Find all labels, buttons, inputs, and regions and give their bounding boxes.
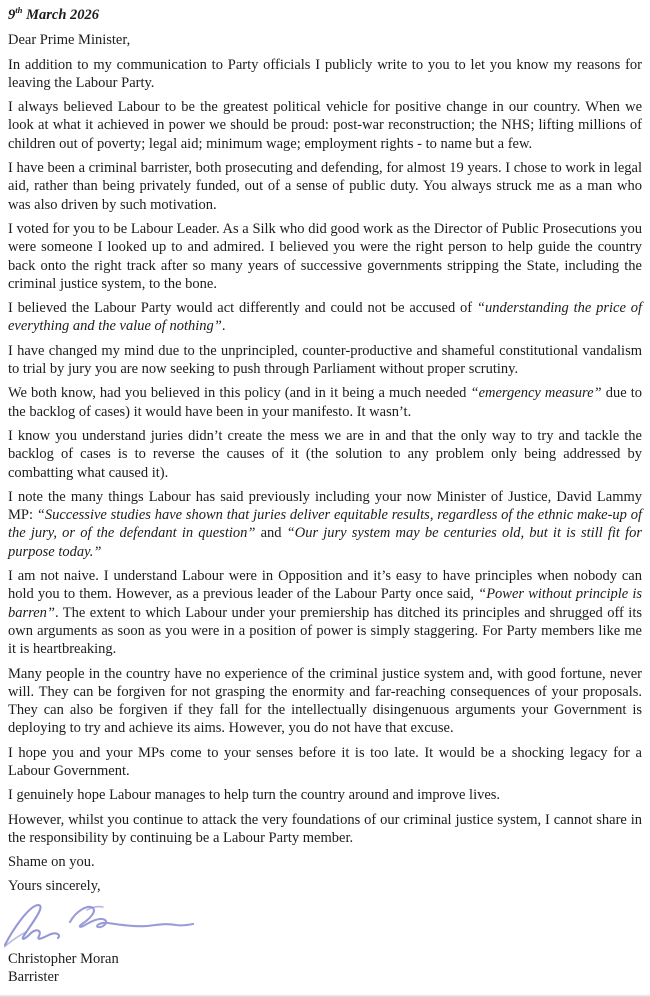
signature-handwriting	[4, 898, 642, 948]
date-line	[8, 6, 642, 24]
signer-title: Barrister	[8, 969, 59, 986]
date-ordinal-suffix: th	[15, 5, 23, 16]
text-run: Many people in the country have no experience of the criminal justice system and, with good fortune, never will. They can be forgiven for not grasping the enormity and far-reaching consequences of your proposals. They can also be forgiven if they fall for the intellectually disingenuous arguments your Government is deploying to try and achieve its aims. However, you do not have that excuse.	[8, 665, 642, 737]
paragraph	[8, 220, 642, 293]
paragraph	[8, 342, 642, 379]
signer-name: Christopher Moran	[8, 950, 119, 967]
paragraph	[8, 853, 642, 871]
quoted-italic-text: “emergency measure”	[470, 385, 602, 402]
text-run: I hope you and your MPs come to your senses before it is too late. It would be a shocking legacy for a Labour Government.	[8, 744, 642, 779]
letter-body	[8, 56, 642, 872]
paragraph	[8, 786, 642, 804]
text-run: I have changed my mind due to the unprincipled, counter-productive and shameful constitutional vandalism to trial by jury you are now seeking to push through Parliament without proper scrutiny.	[8, 342, 642, 378]
signature-ink-icon	[4, 898, 199, 948]
paragraph	[8, 299, 642, 336]
date-month-year: March 2026	[22, 7, 100, 23]
text-run: I genuinely hope Labour manages to help turn the country around and improve lives.	[8, 787, 501, 804]
paragraph	[8, 488, 642, 561]
paragraph	[8, 811, 642, 848]
quoted-italic-text: “understanding the price of everything and the value of nothing”	[8, 300, 642, 335]
text-run: I always believed Labour to be the greatest political vehicle for positive change in our country. When we look at what it achieved in power we should be proud: post-war reconstruction; the NHS; lifting millions of children out of poverty; legal aid; minimum wage; employment rights - to name but a few.	[8, 99, 642, 152]
text-run: In addition to my communication to Party officials I publicly write to you to let you know my reasons for leaving the Labour Party.	[8, 56, 642, 91]
paragraph	[8, 427, 642, 482]
salutation: Dear Prime Minister,	[8, 32, 131, 49]
paragraph	[8, 56, 642, 93]
paragraph	[8, 98, 642, 153]
paragraph	[8, 665, 642, 738]
quoted-italic-text: “Power without principle is barren”	[8, 586, 642, 621]
text-run: due to the backlog of cases) it would have been in your manifesto. It wasn’t.	[8, 385, 643, 420]
closing-valediction: Yours sincerely,	[8, 878, 101, 895]
text-run: I note the many things Labour has said previously including your now Minister of Justice, David Lammy MP:	[8, 488, 642, 524]
quoted-italic-text: “Successive studies have shown that juries deliver equitable results, regardless of the ethnic make-up of the jury, or of the defendant in question”	[8, 507, 642, 542]
text-run: I believed the Labour Party would act differently and could not be accused of	[8, 300, 477, 317]
text-run: We both know, had you believed in this policy (and in it being a much needed	[8, 385, 471, 402]
text-run: I am not naive. I understand Labour were in Opposition and it’s easy to have principles when nobody can hold you to them. However, as a previous leader of the Labour Party once said,	[8, 568, 642, 603]
paragraph	[8, 384, 642, 421]
text-run: I know you understand juries didn’t create the mess we are in and that the only way to try and tackle the backlog of cases is to reverse the causes of it (the solution to any problem only being addressed by combatting what caused it).	[8, 427, 642, 481]
paragraph	[8, 159, 642, 214]
quoted-italic-text: “Our jury system may be centuries old, but it is still fit for purpose today.”	[8, 525, 642, 560]
text-run: and	[255, 525, 287, 542]
date-day: 9	[8, 7, 16, 23]
text-run: However, whilst you continue to attack the very foundations of our criminal justice system, I cannot share in the responsibility by continuing be a Labour Party member.	[8, 811, 642, 846]
text-run: . The extent to which Labour under your premiership has ditched its principles and shrugged off its own arguments as soon as you were in a position of power is simply staggering. For Party members like me it is heartbreaking.	[8, 604, 642, 658]
text-run: I voted for you to be Labour Leader. As a Silk who did good work as the Director of Public Prosecutions you were someone I looked up to and admired. I believed you were the right person to help guide the country back onto the right track after so many years of successive governments stripping the State, including the criminal justice system, to the bone.	[8, 220, 642, 292]
paragraph	[8, 744, 642, 781]
text-run: I have been a criminal barrister, both prosecuting and defending, for almost 19 years. I chose to work in legal aid, rather than being privately funded, out of a sense of public duty. You always struck me as a man who was also driven by such motivation.	[8, 160, 642, 213]
signer-block	[8, 950, 642, 987]
paragraph	[8, 567, 642, 658]
text-run: .	[221, 318, 226, 335]
text-run: Shame on you.	[8, 854, 95, 871]
